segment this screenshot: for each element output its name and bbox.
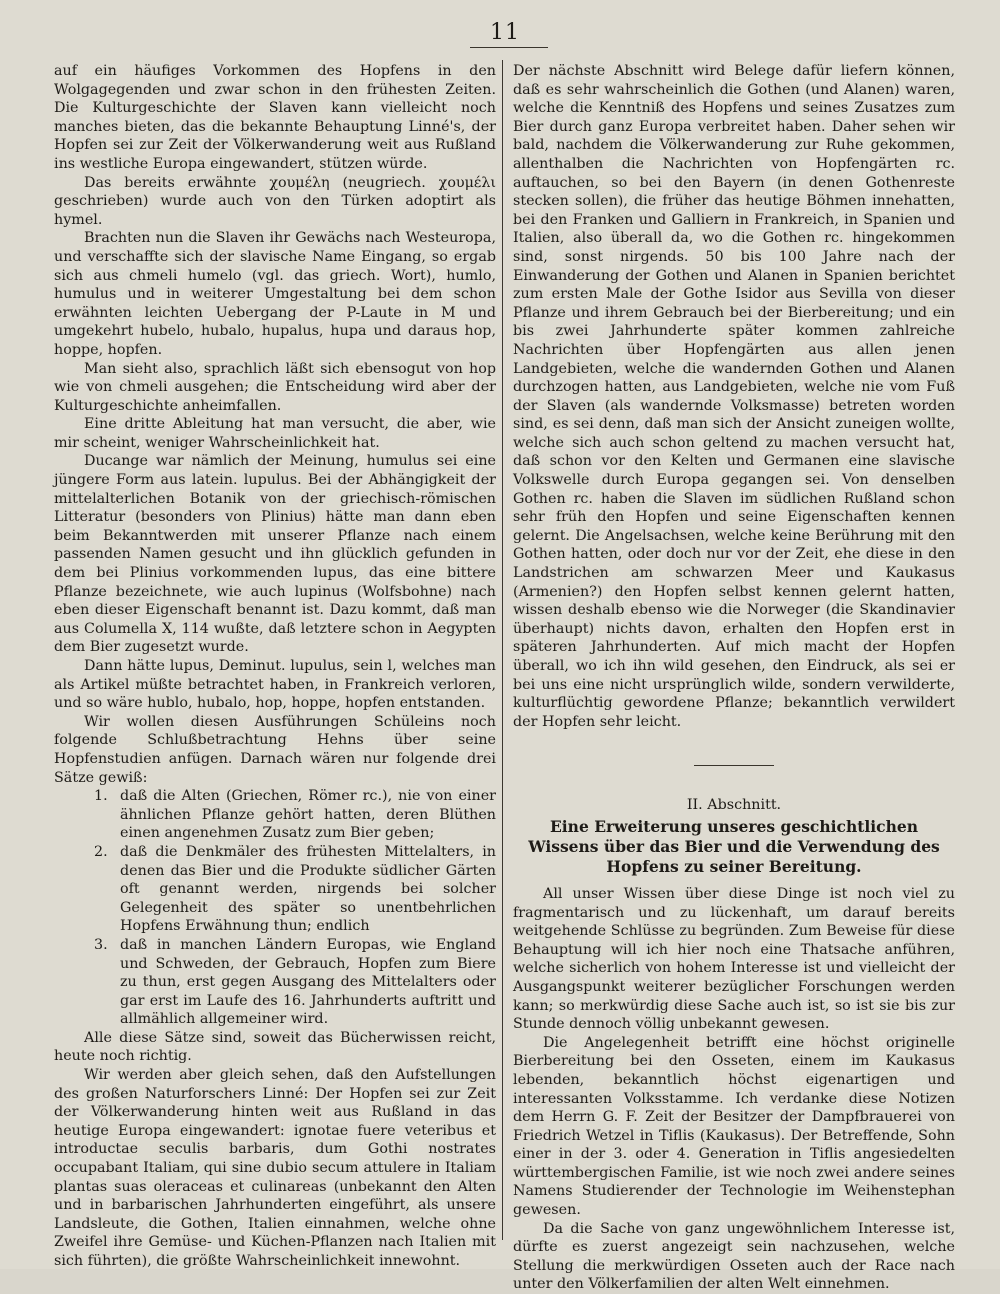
paragraph: Dann hätte lupus, Deminut. lupulus, sein l, welches man als Artikel müßte betrachtet haben, in Frankreich verloren, und so wäre hublo, hubalo, hop, hoppe, hopfen entstanden. [54, 658, 496, 712]
paragraph: All unser Wissen über diese Dinge ist noch viel zu fragmentarisch und zu lückenhaft, um darauf bereits weitgehende Schlüsse zu begründen. Zum Beweise für diese Behauptung will ich hier noch eine Thatsache anführen, welche sicherlich von hohem Interesse ist und vielleicht der Ausgangspunkt weiterer bezüglicher Forschungen werden kann; so merkwürdig diese Sache auch ist, so ist sie bis zur Stunde dennoch völlig unbekannt gewesen. [513, 885, 955, 1033]
list-item-text: daß die Denkmäler des frühesten Mittelalters, in denen das Bier und die Produkte südlicher Gärten oft genannt werden, nirgends bei solcher Gelegenheit des später so unentbehrlichen Hopfens Erwähnung thun; endlich [120, 843, 496, 935]
paragraph: Wir werden aber gleich sehen, daß den Aufstellungen des großen Naturforschers Linné: Der Hopfen sei zur Zeit der Völkerwanderung hinten weit aus Rußland in das heutige Europa eingewandert: ignotae fuere veteribus et introductae seculis barbaris, dum Gothi nostrates occupabant Italiam, qui sine dubio secum attulere in Italiam plantas suas oleraceas et culinareas (unbekannt den Alten und in barbarischen Jahrhunderten eingeführt, als unsere Landsleute, die Gothen, Italien einnahmen, welche ohne Zweifel ihre Gemüse- und Küchen-Pflanzen nach Italien mit sich führten), die größte Wahrscheinlichkeit innewohnt. [54, 1067, 496, 1269]
section-divider [694, 765, 774, 766]
list-item [94, 936, 496, 1029]
paragraph: Eine dritte Ableitung hat man versucht, die aber, wie mir scheint, weniger Wahrscheinlichkeit hat. [54, 416, 496, 451]
list-number: 3. [94, 936, 108, 953]
left-column [54, 62, 496, 1271]
paragraph: Brachten nun die Slaven ihr Gewächs nach Westeuropa, und verschaffte sich der slavische Name Eingang, so ergab sich aus chmeli humelo (vgl. das griech. Wort), humlo, humulus und in weiterer Umgestaltung bei dem schon erwähnten leichten Uebergang der P-Laute in M und umgekehrt hubelo, hubalo, hupalus, hupa und daraus hop, hoppe, hopfen. [54, 230, 496, 358]
paragraph: Alle diese Sätze sind, soweit das Bücherwissen reicht, heute noch richtig. [54, 1029, 496, 1065]
section-label: II. Abschnitt. [686, 797, 782, 814]
column-divider [502, 60, 503, 1240]
paragraph: Das bereits erwähnte χουμέλη (neugriech. χουμέλι geschrieben) wurde auch von den Türken adoptirt als hymel. [54, 174, 496, 228]
header-rule [470, 47, 548, 48]
paragraph: Der nächste Abschnitt wird Belege dafür liefern können, daß es sehr wahrscheinlich die Gothen (und Alanen) waren, welche die Kenntniß des Hopfens und seines Zusatzes zum Bier durch ganz Europa verbreitet haben. Daher sehen wir bald, nachdem die Völkerwanderung zur Ruhe gekommen, allenthalben die Nachrichten von Hopfengärten rc. auftauchen, so bei den Bayern (in denen Gothenreste stecken sollen), die früher das heutige Böhmen innehatten, bei den Franken und Galliern in Frankreich, in Spanien und Italien, also überall da, wo die Gothen rc. hingekommen sind, sonst nirgends. 50 bis 100 Jahre nach der Einwanderung der Gothen und Alanen in Spanien berichtet zum ersten Male der Gothe Isidor aus Sevilla von dieser Pflanze und ihrem Gebrauch bei der Bierbereitung; und ein bis zwei Jahrhunderte später kommen zahlreiche Nachrichten über Hopfengärten aus allen jenen Landgebieten, welche die wandernden Gothen und Alanen durchzogen hatten, aus Landgebieten, welche nie vom Fuß der Slaven (als wandernde Volksmasse) betreten worden sind, es sei denn, daß man sich der Ansicht zuneigen wollte, welche sich auch schon geltend zu machen versucht hat, daß schon vor den Kelten und Germanen eine slavische Volkswelle durch Europa gegangen sei. Von denselben Gothen rc. haben die Slaven im südlichen Rußland schon sehr früh den Hopfen und seine Eigenschaften kennen gelernt. Die Angelsachsen, welche keine Berührung mit den Gothen hatten, oder doch nur vor der Zeit, ehe diese in den Landstrichen am schwarzen Meer und Kaukasus (Armenien?) den Hopfen selbst kennen gelernt hatten, wissen deshalb ebenso wie die Norweger (die Skandinavier überhaupt) nichts davon, erhalten den Hopfen erst in späteren Jahrhunderten. Auf mich macht der Hopfen überall, wo ich ihn wild gesehen, den Eindruck, als sei er bei uns eine nicht ursprünglich wilde, sondern verwilderte, kulturflüchtig gewordene Pflanze; bekanntlich verwildert der Hopfen sehr leicht. [513, 63, 955, 730]
list-item [94, 787, 496, 843]
paragraph: Ducange war nämlich der Meinung, humulus sei eine jüngere Form aus latein. lupulus. Bei der Abhängigkeit der mittelalterlichen Botanik von der griechisch-römischen Litteratur (besonders von Plinius) hätte man dann eben beim Bekanntwerden mit unserer Pflanze nach einem passenden Namen gesucht und ihn glücklich gefunden in dem bei Plinius vorkommenden lupus, das eine bittere Pflanze bezeichnete, wie auch lupinus (Wolfsbohne) nach eben dieser Eigenschaft benannt ist. Dazu kommt, daß man aus Columella X, 114 wußte, daß letztere schon in Aegypten dem Bier zugesetzt wurde. [54, 453, 496, 656]
section-title: Eine Erweiterung unseres geschichtlichen Wissens über das Bier und die Verwendung des Hopfens zu seiner Bereitung. [528, 816, 940, 876]
list-number: 1. [94, 788, 108, 805]
page-number: 11 [490, 20, 520, 45]
list-item-text: daß die Alten (Griechen, Römer rc.), nie von einer ähnlichen Pflanze gehört hatten, deren Blüthen einen angenehmen Zusatz zum Bier geben; [120, 788, 496, 842]
paragraph: Wir wollen diesen Ausführungen Schüleins noch folgende Schlußbetrachtung Hehns über seine Hopfenstudien anfügen. Darnach wären nur folgende drei Sätze gewiß: [54, 713, 496, 786]
list-number: 2. [94, 843, 108, 860]
right-column [513, 62, 955, 1294]
numbered-list [54, 787, 496, 1029]
list-item-text: daß in manchen Ländern Europas, wie England und Schweden, der Gebrauch, Hopfen zum Biere zu thun, erst gegen Ausgang des Mittelalters oder gar erst im Laufe des 16. Jahrhunderts auftritt und allmählich allgemeiner wird. [120, 936, 496, 1028]
paragraph: Da die Sache von ganz ungewöhnlichem Interesse ist, dürfte es zuerst angezeigt sein nachzusehen, welche Stellung die merkwürdigen Osseten auch der Race nach unter den Völkerfamilien der alten Welt einnehmen. [513, 1220, 955, 1293]
paragraph: Die Angelegenheit betrifft eine höchst originelle Bierbereitung bei den Osseten, einem im Kaukasus lebenden, bekanntlich höchst eigenartigen und interessanten Volksstamme. Ich verdanke diese Notizen dem Herrn G. F. Zeit der Besitzer der Dampfbrauerei von Friedrich Wetzel in Tiflis (Kaukasus). Der Betreffende, Sohn einer in der 3. oder 4. Generation in Tiflis angesiedelten württembergischen Familie, ist wie noch zwei andere seines Namens Studierender der Technologie im Weihenstephan gewesen. [513, 1034, 955, 1219]
list-item [94, 843, 496, 936]
paragraph: Man sieht also, sprachlich läßt sich ebensogut von hop wie von chmeli ausgehen; die Entscheidung wird aber der Kulturgeschichte anheimfallen. [54, 360, 496, 414]
paragraph: auf ein häufiges Vorkommen des Hopfens in den Wolgagegenden und zwar schon in den frühesten Zeiten. Die Kulturgeschichte der Slaven kann vielleicht noch manches bieten, das die bekannte Behauptung Linné's, der Hopfen sei zur Zeit der Völkerwanderung weit aus Rußland ins westliche Europa eingewandert, stützen würde. [54, 63, 496, 172]
